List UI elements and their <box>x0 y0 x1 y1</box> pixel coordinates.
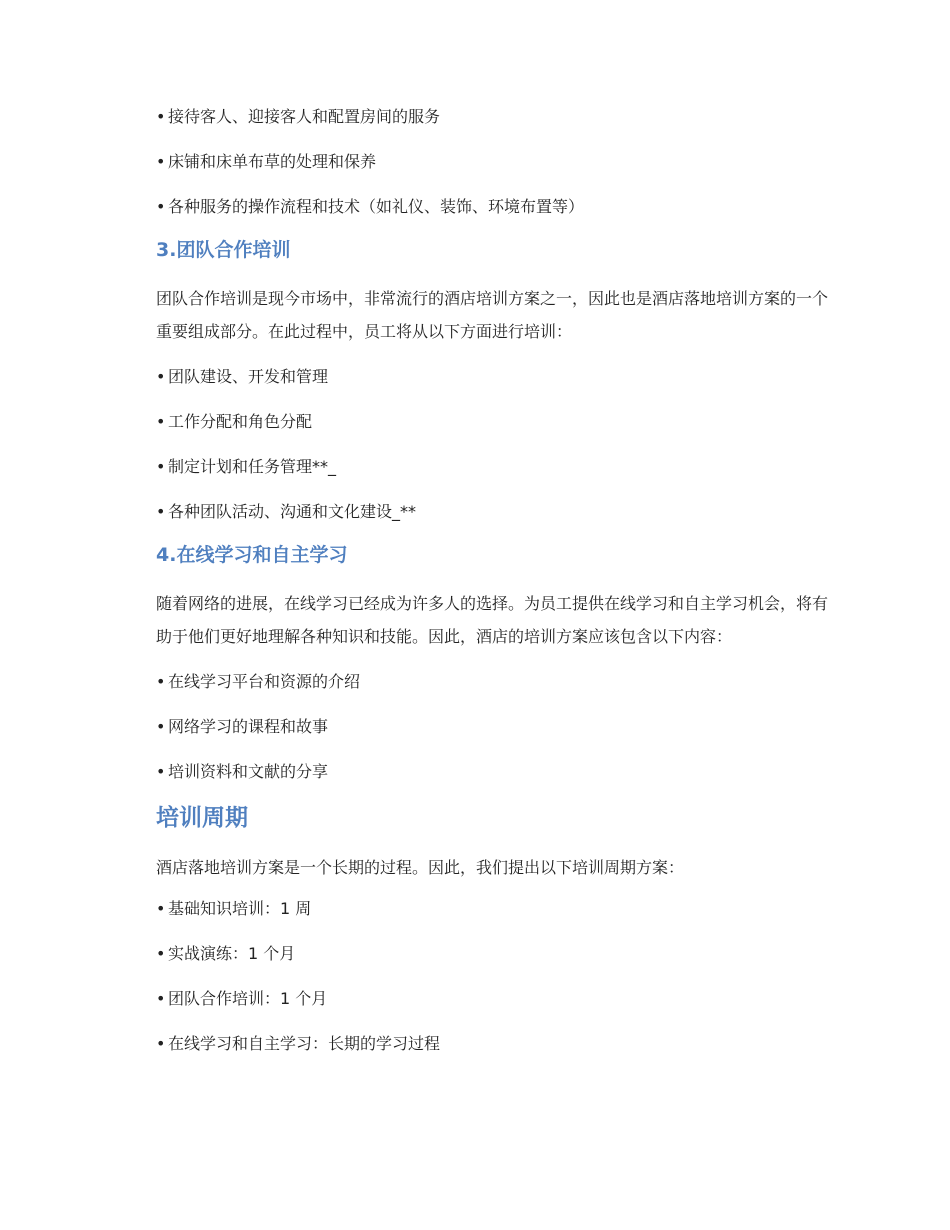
bullet-item: • 培训资料和文献的分享 <box>156 759 836 785</box>
bullet-item: • 工作分配和角色分配 <box>156 409 836 435</box>
section-heading-online: 4.在线学习和自主学习 <box>156 544 348 566</box>
section-heading-cycle: 培训周期 <box>156 805 248 831</box>
bullet-item: • 制定计划和任务管理**_ <box>156 454 836 480</box>
bullet-item: • 团队建设、开发和管理 <box>156 364 836 390</box>
bullet-item: • 各种团队活动、沟通和文化建设_** <box>156 499 836 525</box>
bullet-item: • 床铺和床单布草的处理和保养 <box>156 149 836 175</box>
section-paragraph-online: 随着网络的进展，在线学习已经成为许多人的选择。为员工提供在线学习和自主学习机会，将有助于他们更好地理解各种知识和技能。因此，酒店的培训方案应该包含以下内容： <box>156 594 829 646</box>
bullet-item: • 在线学习平台和资源的介绍 <box>156 669 836 695</box>
section-heading-team: 3.团队合作培训 <box>156 239 291 261</box>
section-paragraph-team: 团队合作培训是现今市场中，非常流行的酒店培训方案之一，因此也是酒店落地培训方案的一个重要组成部分。在此过程中，员工将从以下方面进行培训： <box>156 289 829 341</box>
bullet-item: • 基础知识培训：1 周 <box>156 896 836 922</box>
document-page <box>156 104 836 1076</box>
bullet-item: • 实战演练：1 个月 <box>156 941 836 967</box>
section-paragraph-cycle: 酒店落地培训方案是一个长期的过程。因此，我们提出以下培训周期方案： <box>156 858 685 877</box>
bullet-item: • 在线学习和自主学习：长期的学习过程 <box>156 1031 836 1057</box>
bullet-item: • 各种服务的操作流程和技术（如礼仪、装饰、环境布置等） <box>156 194 836 220</box>
bullet-item: • 团队合作培训：1 个月 <box>156 986 836 1012</box>
bullet-item: • 接待客人、迎接客人和配置房间的服务 <box>156 104 836 130</box>
bullet-item: • 网络学习的课程和故事 <box>156 714 836 740</box>
